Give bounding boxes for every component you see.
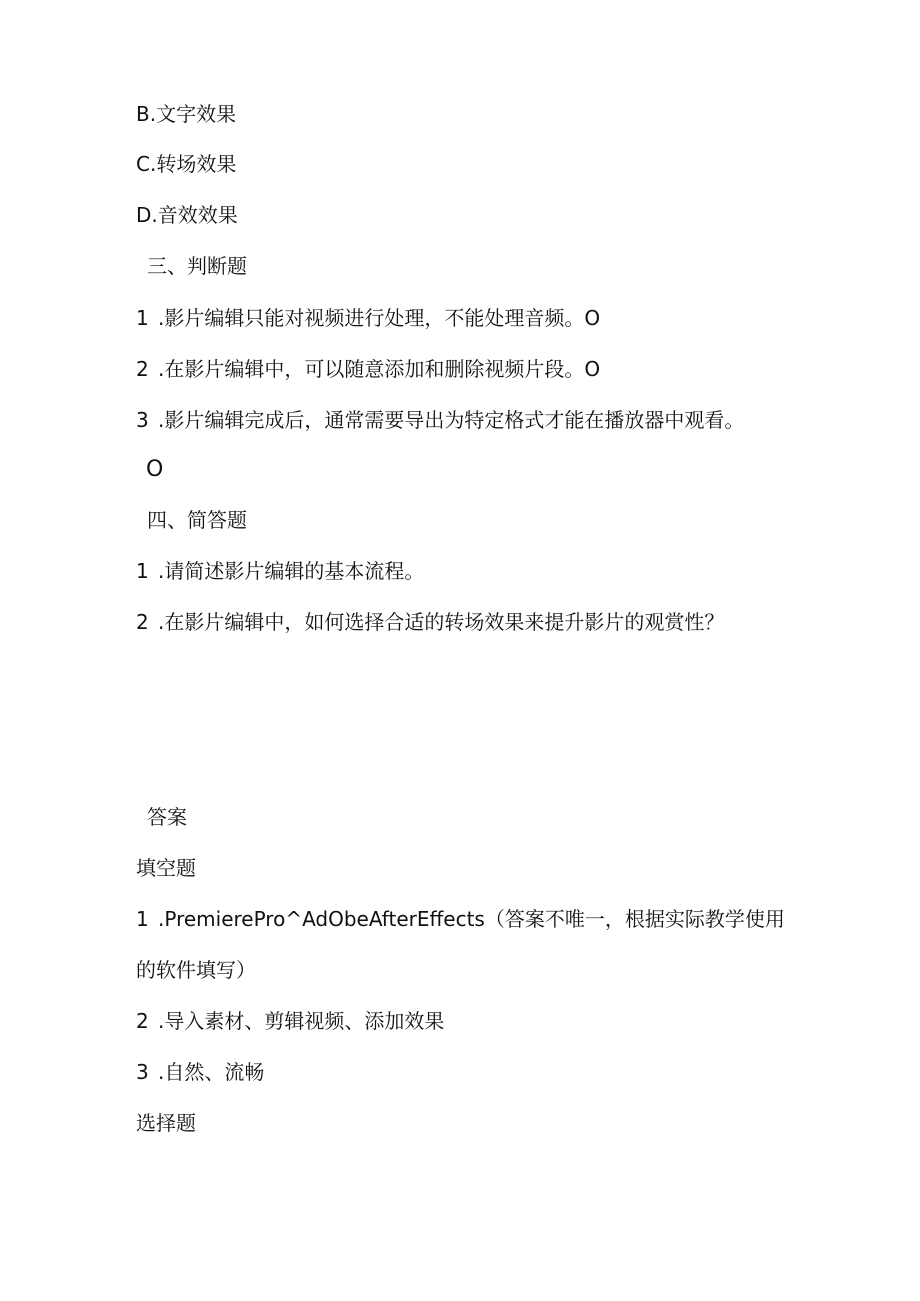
item-number: 1 (136, 907, 149, 931)
item-number: 3 (136, 408, 149, 432)
item-text: .PremierePro^AdObeAfterEffects（答案不唯一，根据实际教学使用 (158, 907, 785, 931)
item-number: 1 (136, 559, 149, 583)
item-text: .在影片编辑中，可以随意添加和删除视频片段。O (158, 357, 601, 381)
item-text: .导入素材、剪辑视频、添加效果 (158, 1009, 445, 1033)
item-number: 2 (136, 1009, 149, 1033)
option-d: D.音效效果 (136, 203, 238, 227)
item-number: 3 (136, 1060, 149, 1084)
item-text: .在影片编辑中，如何选择合适的转场效果来提升影片的观赏性？ (158, 610, 725, 634)
answer-item (136, 1058, 264, 1086)
option-c: C.转场效果 (136, 152, 237, 176)
item-text: .影片编辑完成后，通常需要导出为特定格式才能在播放器中观看。 (158, 408, 745, 432)
judgment-item (136, 406, 744, 434)
section-heading-short-answer: 四、简答题 (147, 508, 247, 532)
item-number: 2 (136, 357, 149, 381)
short-answer-item (136, 608, 724, 636)
answer-item (136, 905, 785, 933)
judgment-item-continuation: O (146, 457, 164, 482)
item-text: .影片编辑只能对视频进行处理，不能处理音频。O (158, 306, 601, 330)
option-b: B.文字效果 (136, 102, 237, 126)
answer-item (136, 1007, 444, 1035)
item-number: 1 (136, 306, 149, 330)
short-answer-item (136, 557, 424, 585)
answers-heading: 答案 (147, 805, 187, 829)
answers-fill-heading: 填空题 (136, 856, 196, 880)
answers-choice-heading: 选择题 (136, 1111, 196, 1135)
judgment-item (136, 355, 600, 383)
item-text: .自然、流畅 (158, 1060, 265, 1084)
section-heading-judgment: 三、判断题 (147, 254, 247, 278)
judgment-item (136, 304, 600, 332)
answer-item-continuation: 的软件填写） (136, 958, 256, 982)
item-text: .请简述影片编辑的基本流程。 (158, 559, 425, 583)
item-number: 2 (136, 610, 149, 634)
